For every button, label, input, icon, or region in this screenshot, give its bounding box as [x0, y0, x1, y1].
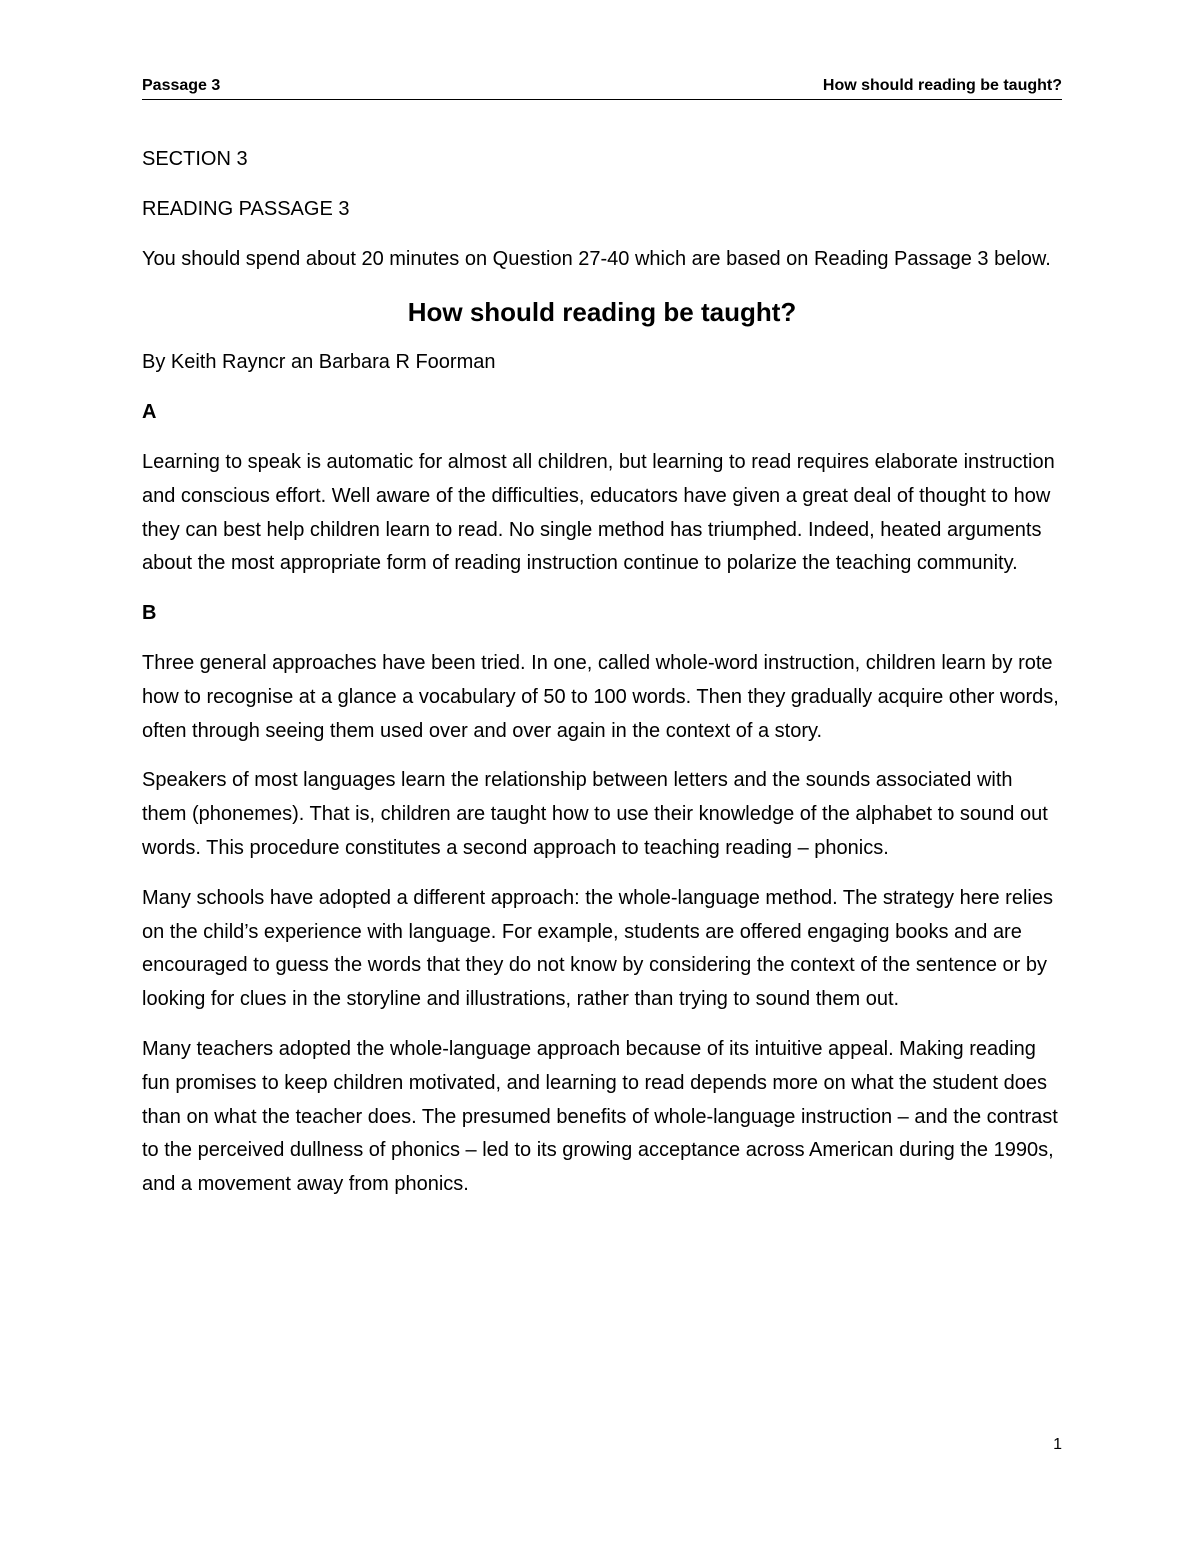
instructions: You should spend about 20 minutes on Question 27-40 which are based on Reading Passage 3 below.: [142, 247, 1051, 270]
section-label: SECTION 3: [142, 148, 248, 170]
running-header: [142, 74, 1062, 98]
paragraph-b-4: Many teachers adopted the whole-language approach because of its intuitive appeal. Making reading fun promises to keep children motivated, and learning to read depends more on what the student does than on what the teacher does. The presumed benefits of whole-language instruction – and the contrast to the perceived dullness of phonics – led to its growing acceptance across American during the 1990s, and a movement away from phonics.: [142, 1037, 1058, 1196]
passage-label: READING PASSAGE 3: [142, 197, 350, 220]
passage-title: How should reading be taught?: [407, 297, 797, 328]
paragraph-a-1: Learning to speak is automatic for almost all children, but learning to read requires elaborate instruction and conscious effort. Well aware of the difficulties, educators have given a great deal of thought to how they can best help children learn to read. No single method has triumphed. Indeed, heated arguments about the most appropriate form of reading instruction continue to polarize the teaching community.: [142, 450, 1055, 575]
document-body: [142, 143, 1062, 1202]
header-divider: [142, 99, 1062, 100]
page-number: 1: [1053, 1436, 1062, 1453]
paragraph-b-1: Three general approaches have been tried. In one, called whole-word instruction, children learn by rote how to recognise at a glance a vocabulary of 50 to 100 words. Then they gradually acquire other words, often through seeing them used over and over again in the context of a story.: [142, 651, 1059, 742]
section-heading-a: A: [142, 401, 157, 424]
paragraph-b-3: Many schools have adopted a different approach: the whole-language method. The strategy here relies on the child’s experience with language. For example, students are offered engaging books and are encouraged to guess the words that they do not know by considering the context of the sentence or by looking for clues in the storyline and illustrations, rather than trying to sound them out.: [142, 886, 1053, 1011]
header-title: How should reading be taught?: [822, 77, 1062, 94]
section-heading-b: B: [142, 602, 157, 625]
byline: By Keith Rayncr an Barbara R Foorman: [142, 351, 496, 374]
header-passage-label: Passage 3: [142, 77, 221, 94]
paragraph-b-2: Speakers of most languages learn the relationship between letters and the sounds associated with them (phonemes). That is, children are taught how to use their knowledge of the alphabet to sound out words. This procedure constitutes a second approach to teaching reading – phonics.: [142, 769, 1048, 859]
